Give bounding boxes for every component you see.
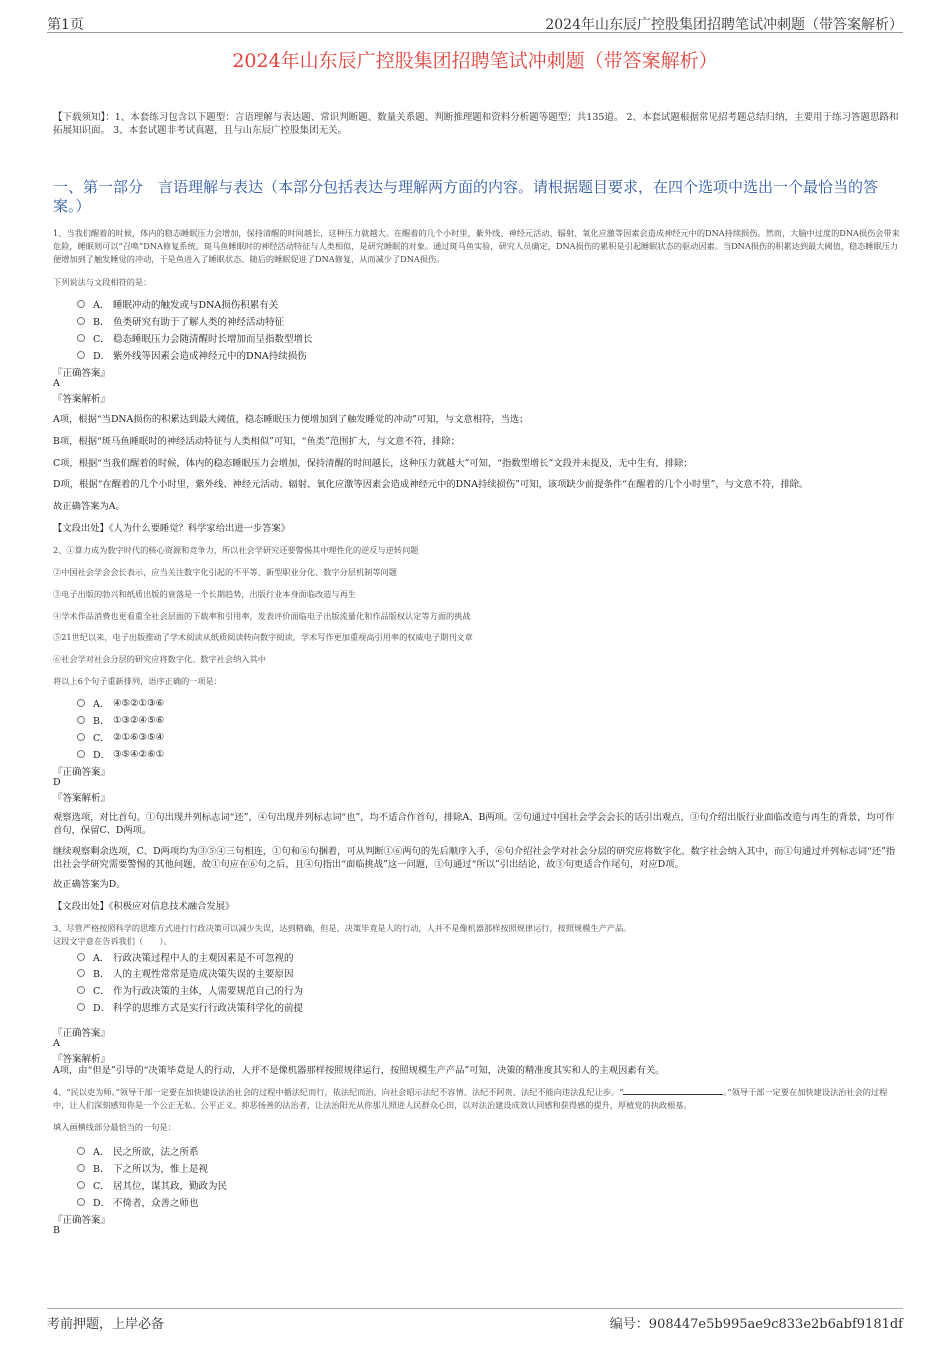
q2-sentence-3: ③电子出版的勃兴和纸质出版的衰落是一个长期趋势，出版行业本身面临改造与再生 bbox=[53, 589, 356, 599]
page-title: 2024年山东辰广控股集团招聘笔试冲刺题（带答案解析） bbox=[232, 50, 718, 72]
q2-option-c[interactable]: C． ②①⑥③⑤④ bbox=[77, 730, 164, 744]
q1-analysis-d: D项，根据“在醒着的几个小时里，紫外线、神经元活动、辐射、氧化应激等因素会造成神经元中的DNA持续损伤”可知，该项缺少前提条件“在醒着的几个小时里”，与文意不符，排除。 bbox=[53, 479, 809, 490]
radio-icon[interactable] bbox=[77, 986, 85, 994]
radio-icon[interactable] bbox=[77, 1147, 85, 1155]
q3-answer-label: 『正确答案』 bbox=[53, 1028, 111, 1039]
q3-option-a[interactable]: A． 行政决策过程中人的主观因素是不可忽视的 bbox=[77, 950, 294, 964]
q2-analysis-1: 观察选项，对比首句。①句出现并列标志词“还”，④句出现并列标志词“也”，均不适合作首句，排除A、B两项。②句通过中国社会学会会长的话引出观点，③句介绍出版行业面临改造与再生的背景，均可作首句，保留C、D两项。 bbox=[53, 812, 895, 836]
q4-prompt: 填入画横线部分最恰当的一句是： bbox=[53, 1122, 176, 1132]
q2-conclusion: 故正确答案为D。 bbox=[53, 879, 126, 890]
q1-analysis-b: B项，根据“斑马鱼睡眠时的神经活动特征与人类相似”可知，“鱼类”范围扩大，与文意不符，排除； bbox=[53, 436, 461, 447]
q3-option-d[interactable]: D． 科学的思维方式是实行行政决策科学化的前提 bbox=[77, 1000, 303, 1014]
q2-prompt: 将以上6个句子重新排列，语序正确的一项是： bbox=[53, 676, 222, 686]
q4-option-a[interactable]: A． 民之所欲，法之所系 bbox=[77, 1144, 199, 1158]
radio-icon[interactable] bbox=[77, 750, 85, 758]
q2-answer: D bbox=[53, 777, 61, 788]
q1-analysis-label: 『答案解析』 bbox=[53, 394, 111, 405]
q2-sentence-2: ②中国社会学会会长表示，应当关注数字化引起的不平等、新型职业分化、数字分层机制等问题 bbox=[53, 567, 397, 577]
q3-option-c[interactable]: C． 作为行政决策的主体，人需要规范自己的行为 bbox=[77, 983, 303, 997]
q1-answer: A bbox=[53, 378, 60, 389]
radio-icon[interactable] bbox=[77, 953, 85, 961]
radio-icon[interactable] bbox=[77, 733, 85, 741]
q1-option-c[interactable]: C． 稳态睡眠压力会随清醒时长增加而呈指数型增长 bbox=[77, 331, 313, 345]
header-divider bbox=[47, 32, 903, 33]
fill-blank bbox=[623, 1086, 723, 1095]
page-number: 第1页 bbox=[47, 17, 84, 33]
radio-icon[interactable] bbox=[77, 1003, 85, 1011]
section-title: 一、第一部分 言语理解与表达（本部分包括表达与理解两方面的内容。请根据题目要求，在四个选项中选出一个最恰当的答案。） bbox=[53, 178, 879, 215]
q3-analysis-label: 『答案解析』 bbox=[53, 1054, 111, 1065]
radio-icon[interactable] bbox=[77, 334, 85, 342]
q2-sentence-4: ④学术作品消费也更看重全社会层面的下载率和引用率，发表评价面临电子出版流量化和作品版权认定等方面的挑战 bbox=[53, 611, 471, 621]
q2-answer-label: 『正确答案』 bbox=[53, 767, 111, 778]
footer-slogan: 考前押题，上岸必备 bbox=[47, 1317, 165, 1332]
radio-icon[interactable] bbox=[77, 317, 85, 325]
q2-option-d[interactable]: D． ③⑤④②⑥① bbox=[77, 747, 164, 761]
q1-option-d[interactable]: D． 紫外线等因素会造成神经元中的DNA持续损伤 bbox=[77, 348, 307, 362]
q2-source: 【文段出处】《积极应对信息技术融合发展》 bbox=[53, 901, 235, 912]
radio-icon[interactable] bbox=[77, 300, 85, 308]
radio-icon[interactable] bbox=[77, 716, 85, 724]
q1-conclusion: 故正确答案为A。 bbox=[53, 501, 125, 512]
q4-answer: B bbox=[53, 1225, 60, 1236]
q4-answer-label: 『正确答案』 bbox=[53, 1215, 111, 1226]
q2-option-b[interactable]: B． ①③②④⑤⑥ bbox=[77, 713, 164, 727]
radio-icon[interactable] bbox=[77, 1164, 85, 1172]
q2-sentence-5: ⑤21世纪以来，电子出版推动了学术阅读从纸质阅读转向数字阅读，学术写作更加重视高引用率的权威电子期刊文章 bbox=[53, 632, 473, 642]
radio-icon[interactable] bbox=[77, 1181, 85, 1189]
radio-icon[interactable] bbox=[77, 969, 85, 977]
q2-option-a[interactable]: A． ④⑤②①③⑥ bbox=[77, 696, 164, 710]
q1-source: 【文段出处】《人为什么要睡觉？科学家给出进一步答案》 bbox=[53, 523, 291, 534]
q1-option-b[interactable]: B． 鱼类研究有助于了解人类的神经活动特征 bbox=[77, 314, 284, 328]
q1-analysis-c: C项，根据“当我们醒着的时候，体内的稳态睡眠压力会增加，保持清醒的时间越长，这种压力就越大”可知，“指数型增长”文段并未提及，无中生有，排除； bbox=[53, 458, 693, 469]
radio-icon[interactable] bbox=[77, 699, 85, 707]
q4-option-c[interactable]: C． 居其位，谋其政，勤政为民 bbox=[77, 1178, 227, 1192]
download-notice: 【下载须知】：1、本套练习包含以下题型：言语理解与表达题、常识判断题、数量关系题、判断推理题和资料分析题等题型；共135道。 2、本套试题根据常见招考题总结归纳，主要用于练习答题思路和拓展知识面。 3、本套试题非考试真题，且与山东辰广控股集团无关。 bbox=[53, 112, 899, 136]
q1-answer-label: 『正确答案』 bbox=[53, 368, 111, 379]
q2-sentence-6: ⑥社会学对社会分层的研究应将数字化、数字社会纳入其中 bbox=[53, 654, 266, 664]
q1-option-a[interactable]: A． 睡眠冲动的触发或与DNA损伤积累有关 bbox=[77, 297, 278, 311]
header-doc-title: 2024年山东辰广控股集团招聘笔试冲刺题（带答案解析） bbox=[545, 17, 903, 33]
footer-divider bbox=[47, 1308, 903, 1309]
q1-stem: 1、当我们醒着的时候，体内的稳态睡眠压力会增加，保持清醒的时间越长，这种压力就越大。在醒着的几个小时里，紫外线、神经元活动、辐射、氧化应激等因素会造成神经元中的DNA持续损伤。然而，大脑中过度的DNA损伤会带来危险，睡眠则可以“召唤”DNA修复系统。斑马鱼睡眠时的神经活动特征与人类相似，是研究睡眠的对象。通过斑马鱼实验，研究人员确定，DNA损伤的累积是引起睡眠状态的驱动因素。当DNA损伤的积累达到最大阈值，稳态睡眠压力便增加到了触发睡觉的冲动，于是鱼进入了睡眠状态。随后的睡眠促进了DNA修复，从而减少了DNA损伤。 bbox=[53, 228, 900, 264]
q2-sentence-1: 2、①算力成为数字时代的核心资源和竞争力，所以社会学研究还要警惕其中理性化的逆反与逆转问题 bbox=[53, 545, 419, 555]
q3-analysis: A项，由“但是”引导的“决策毕竟是人的行动，人并不是像机器那样按照规律运行，按照规模生产产品”可知，决策的精准度其实和人的主观因素有关。 bbox=[53, 1065, 665, 1076]
q1-prompt: 下列说法与文段相符的是： bbox=[53, 277, 152, 287]
q4-stem: 4、“民以吏为师。”领导干部一定要在加快建设法治社会的过程中循法纪而行，依法纪而治，向社会昭示法纪不容情、法纪不阿贵、法纪不能向违法乱纪让步。“ 。”领导干部一定要在加快建设法治社会的过程中，让人们深刻感知你是一个公正无私、公平正义、抑恶扬善的法治者，让法治阳光从你那儿照进人民群众心田，以对法治建设成效认同感和获得感的提升，厚植党的执政根基。 bbox=[53, 1087, 888, 1110]
q2-analysis-label: 『答案解析』 bbox=[53, 793, 111, 804]
radio-icon[interactable] bbox=[77, 1198, 85, 1206]
radio-icon[interactable] bbox=[77, 351, 85, 359]
footer-serial: 编号：908447e5b995ae9c833e2b6abf9181df bbox=[609, 1317, 903, 1332]
q3-prompt: 这段文字意在告诉我们（ ）。 bbox=[53, 936, 172, 946]
q3-answer: A bbox=[53, 1038, 60, 1049]
q3-option-b[interactable]: B． 人的主观性常常是造成决策失误的主要原因 bbox=[77, 966, 294, 980]
q4-option-d[interactable]: D． 不倚者，众善之师也 bbox=[77, 1195, 199, 1209]
q3-stem: 3、尽管严格按照科学的思维方式进行行政决策可以减少失误，达到精确，但是，决策毕竟是人的行动，人并不是像机器那样按照规律运行，按照规模生产产品。 bbox=[53, 923, 632, 933]
q1-analysis-a: A项，根据“当DNA损伤的积累达到最大阈值，稳态睡眠压力便增加到了触发睡觉的冲动”可知，与文意相符，当选； bbox=[53, 414, 529, 425]
q4-option-b[interactable]: B． 下之所以为，惟上是视 bbox=[77, 1161, 208, 1175]
q2-analysis-2: 继续观察剩余选项，C、D两项均为③⑤④三句相连，①句和⑥句捆着，可从判断①⑥两句的先后顺序入手，⑥句介绍社会学对社会分层的研究应将数字化、数字社会纳入其中，而①句通过并列标志词“还”指出社会学研究需要警惕的其他问题，故①句应在⑥句之后，且④句指出“面临挑战”这一问题，①句通过“所以”引出结论，故①句更适合作尾句，对应D项。 bbox=[53, 846, 896, 870]
